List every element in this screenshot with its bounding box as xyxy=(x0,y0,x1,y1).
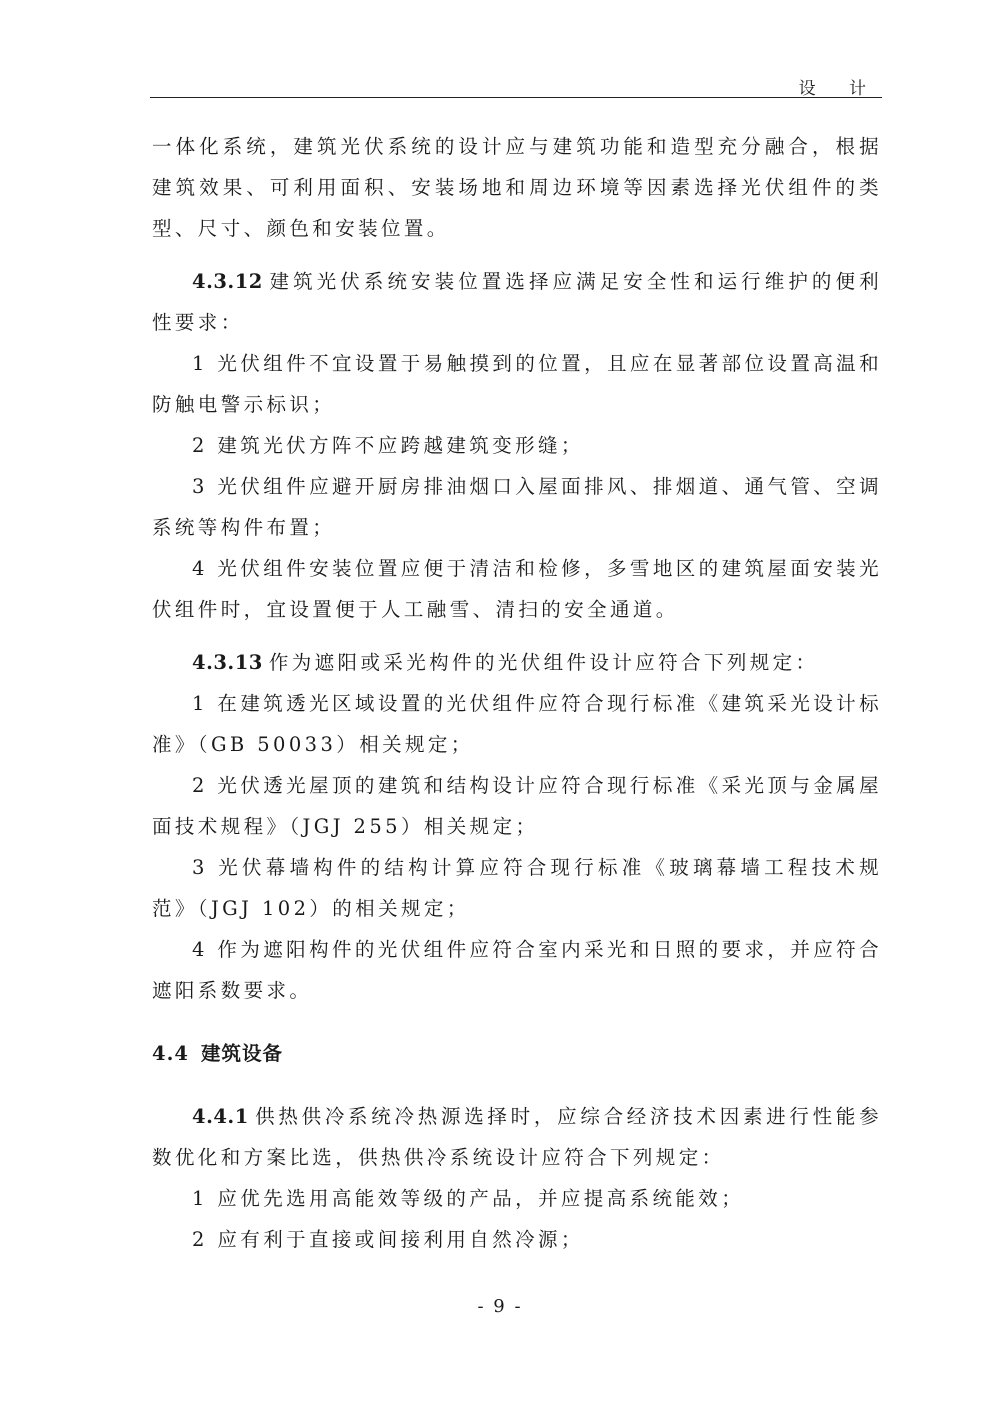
clause-item: 2 光伏透光屋顶的建筑和结构设计应符合现行标准《采光顶与金属屋面技术规程》（JGJ 255）相关规定； xyxy=(152,774,882,838)
page-number: - 9 - xyxy=(477,1296,523,1317)
clause-text: 建筑光伏系统安装位置选择应满足安全性和运行维护的便利性要求： xyxy=(152,270,882,334)
page-content xyxy=(152,126,882,1260)
section-heading xyxy=(152,1033,882,1074)
clause-item: 2 应有利于直接或间接利用自然冷源； xyxy=(192,1228,584,1251)
clause-4-4-1 xyxy=(152,1096,882,1178)
clause-4-3-13 xyxy=(152,642,882,683)
clause-item: 4 光伏组件安装位置应便于清洁和检修，多雪地区的建筑屋面安装光伏组件时，宜设置便于人工融雪、清扫的安全通道。 xyxy=(152,557,882,621)
clause-item: 1 光伏组件不宜设置于易触摸到的位置，且应在显著部位设置高温和防触电警示标识； xyxy=(152,352,882,416)
clause-item: 1 在建筑透光区域设置的光伏组件应符合现行标准《建筑采光设计标准》（GB 50033）相关规定； xyxy=(152,692,882,756)
clause-text: 供热供冷系统冷热源选择时，应综合经济技术因素进行性能参数优化和方案比选，供热供冷系统设计应符合下列规定： xyxy=(152,1105,882,1169)
intro-paragraph: 一体化系统，建筑光伏系统的设计应与建筑功能和造型充分融合，根据建筑效果、可利用面积、安装场地和周边环境等因素选择光伏组件的类型、尺寸、颜色和安装位置。 xyxy=(152,135,882,240)
clause-number: 4.3.13 xyxy=(192,651,263,674)
clause-item: 3 光伏组件应避开厨房排油烟口入屋面排风、排烟道、通气管、空调系统等构件布置； xyxy=(152,475,882,539)
section-title: 建筑设备 xyxy=(200,1042,283,1065)
clause-item: 3 光伏幕墙构件的结构计算应符合现行标准《玻璃幕墙工程技术规范》（JGJ 102）的相关规定； xyxy=(152,856,882,920)
clause-item: 4 作为遮阳构件的光伏组件应符合室内采光和日照的要求，并应符合遮阳系数要求。 xyxy=(152,938,882,1002)
section-number: 4.4 xyxy=(152,1042,189,1065)
clause-number: 4.4.1 xyxy=(192,1105,249,1128)
header-rule xyxy=(150,97,882,98)
clause-number: 4.3.12 xyxy=(192,270,263,293)
running-header-title: 设 计 xyxy=(798,79,880,99)
clause-item: 2 建筑光伏方阵不应跨越建筑变形缝； xyxy=(192,434,584,457)
clause-text: 作为遮阳或采光构件的光伏组件设计应符合下列规定： xyxy=(268,651,819,674)
clause-item: 1 应优先选用高能效等级的产品，并应提高系统能效； xyxy=(192,1187,745,1210)
clause-4-3-12 xyxy=(152,261,882,343)
